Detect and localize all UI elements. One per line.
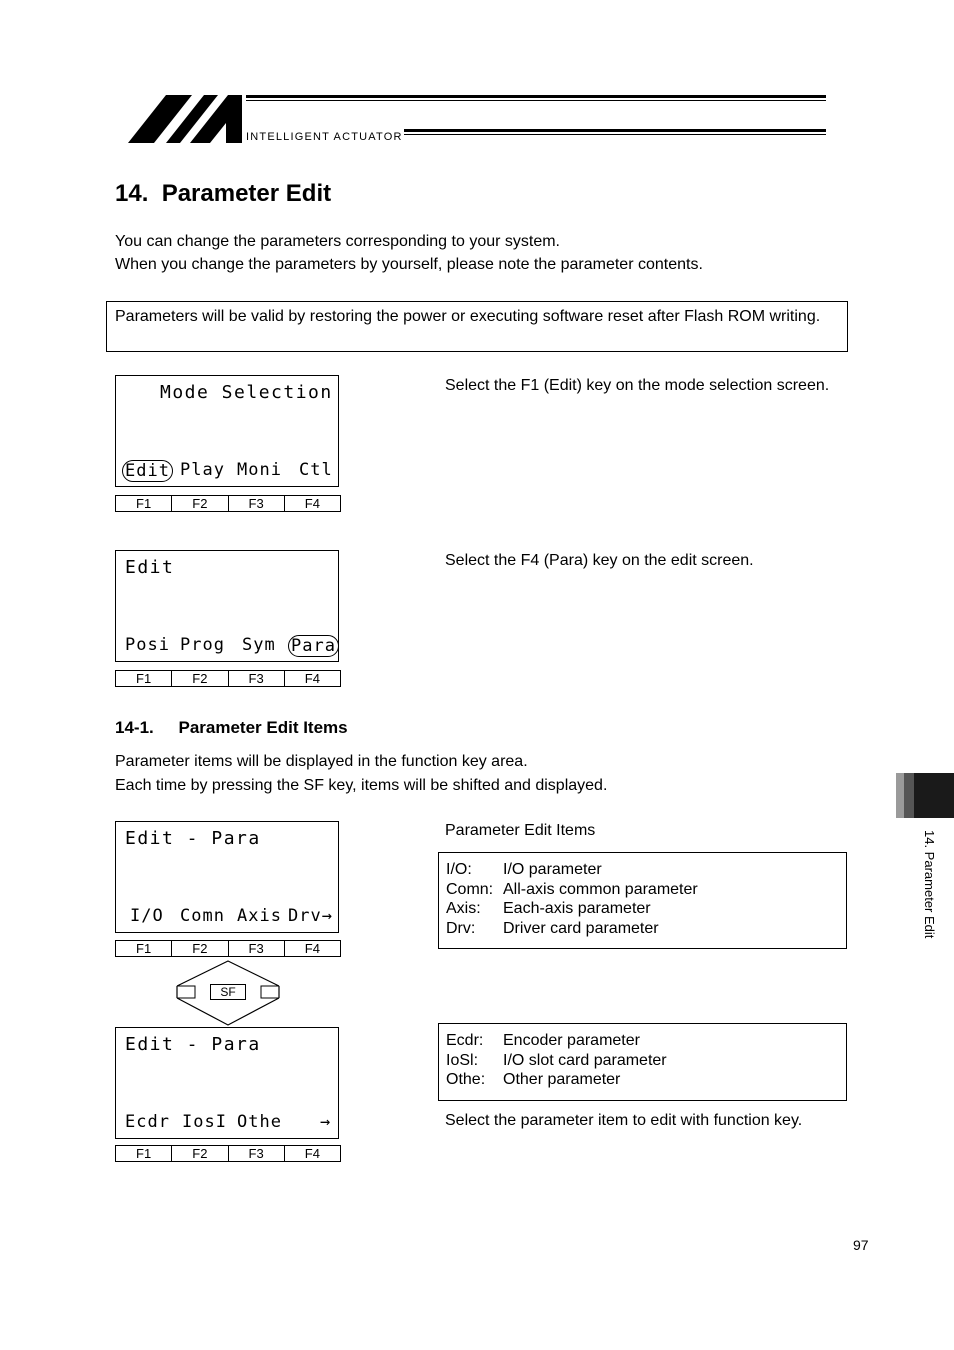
item-value: Driver card parameter [503,919,659,937]
page-title: 14. Parameter Edit [115,180,332,207]
screen2-description: Select the F4 (Para) key on the edit screen. [445,552,754,569]
softkey-para[interactable]: Para [288,635,339,657]
sf-key[interactable]: SF [210,984,246,1000]
f1-key[interactable]: F1 [116,1146,172,1161]
softkey-comn[interactable]: Comn [180,906,225,926]
function-keys [115,495,341,512]
f4-key[interactable]: F4 [304,941,320,956]
softkey-edit[interactable]: Edit [122,460,173,482]
lcd-softkeys [122,1112,334,1232]
intro-line-1: You can change the parameters corresponding to your system. [115,233,560,250]
softkey-ecdr[interactable]: Ecdr [125,1112,170,1132]
item-row [446,919,846,939]
item-key: Drv: [446,919,476,937]
item-row [446,880,846,900]
iai-logo [128,93,828,145]
f1-key[interactable]: F1 [116,941,172,956]
softkey-play[interactable]: Play [180,460,225,480]
item-key: Othe: [446,1071,486,1088]
softkey-iosl[interactable]: IosI [182,1112,227,1132]
item-key: Axis: [446,900,481,917]
section-text-2: Each time by pressing the SF key, items will be shifted and displayed. [115,777,608,794]
item-row [446,899,846,919]
section-number: 14-1. [115,718,154,737]
function-keys [115,1145,341,1162]
section-title: Parameter Edit Items [178,718,348,737]
softkey-othe[interactable]: Othe [237,1112,282,1132]
item-value: Other parameter [503,1071,621,1088]
f3-key[interactable]: F3 [229,671,285,686]
function-keys [115,670,341,687]
softkey-axis[interactable]: Axis [237,906,282,926]
items-box-1 [438,852,847,949]
item-row [446,1070,846,1090]
lcd-screen-edit [115,550,339,662]
sf-shift-diagram [175,958,281,1028]
lcd-title: Edit - Para [125,828,261,849]
items-box-2 [438,1023,847,1101]
function-keys [115,940,341,957]
item-key: Ecdr: [446,1032,484,1049]
f3-key[interactable]: F3 [229,496,285,511]
lcd-screen-edit-para-1 [115,821,339,933]
lcd-screen-mode-selection [115,375,339,487]
item-row [446,1031,846,1051]
f2-key[interactable]: F2 [172,1146,228,1161]
f4-key[interactable]: F4 [304,671,320,686]
item-value: All-axis common parameter [503,880,698,898]
softkey-next[interactable]: → [320,1112,332,1132]
section-text-1: Parameter items will be displayed in the function key area. [115,753,528,770]
logo-mark-icon [128,93,828,145]
f2-key[interactable]: F2 [172,941,228,956]
item-key: I/O: [446,861,472,878]
f2-key[interactable]: F2 [172,671,228,686]
note-text: Parameters will be valid by restoring the power or executing software reset after Flash ROM writing. [115,308,821,325]
select-instruction: Select the parameter item to edit with function key. [445,1112,803,1129]
lcd-title: Edit [125,557,175,578]
item-key: IoSl: [446,1051,479,1069]
softkey-moni[interactable]: Moni [237,460,282,480]
f1-key[interactable]: F1 [116,671,172,686]
f3-key[interactable]: F3 [229,941,285,956]
items-title: Parameter Edit Items [445,822,596,839]
screen1-description: Select the F1 (Edit) key on the mode selection screen. [445,377,830,394]
item-value: I/O slot card parameter [503,1051,667,1069]
item-value: I/O parameter [503,861,602,878]
logo-text: INTELLIGENT ACTUATOR [246,131,403,143]
item-key: Comn: [446,880,494,898]
softkey-io[interactable]: I/O [130,906,164,926]
note-box [106,301,848,352]
softkey-ctl[interactable]: Ctl [299,460,333,480]
f3-key[interactable]: F3 [229,1146,285,1161]
lcd-title: Mode Selection [160,382,333,403]
lcd-screen-edit-para-2 [115,1027,339,1139]
softkey-posi[interactable]: Posi [125,635,170,655]
f4-key[interactable]: F4 [304,496,320,511]
intro-line-2: When you change the parameters by yourself, please note the parameter contents. [115,256,703,273]
lcd-title: Edit - Para [125,1034,261,1055]
page-number: 97 [853,1237,869,1253]
side-tab-marker [896,773,954,818]
item-row [446,1051,846,1071]
side-tab-label: 14. Parameter Edit [922,830,937,939]
f4-key[interactable]: F4 [304,1146,320,1161]
softkey-sym[interactable]: Sym [242,635,276,655]
item-value: Encoder parameter [503,1032,640,1049]
f1-key[interactable]: F1 [116,496,172,511]
item-row [446,860,846,880]
softkey-drv[interactable]: Drv→ [288,906,333,926]
f2-key[interactable]: F2 [172,496,228,511]
section-heading [115,718,348,738]
softkey-prog[interactable]: Prog [180,635,225,655]
item-value: Each-axis parameter [503,900,651,917]
